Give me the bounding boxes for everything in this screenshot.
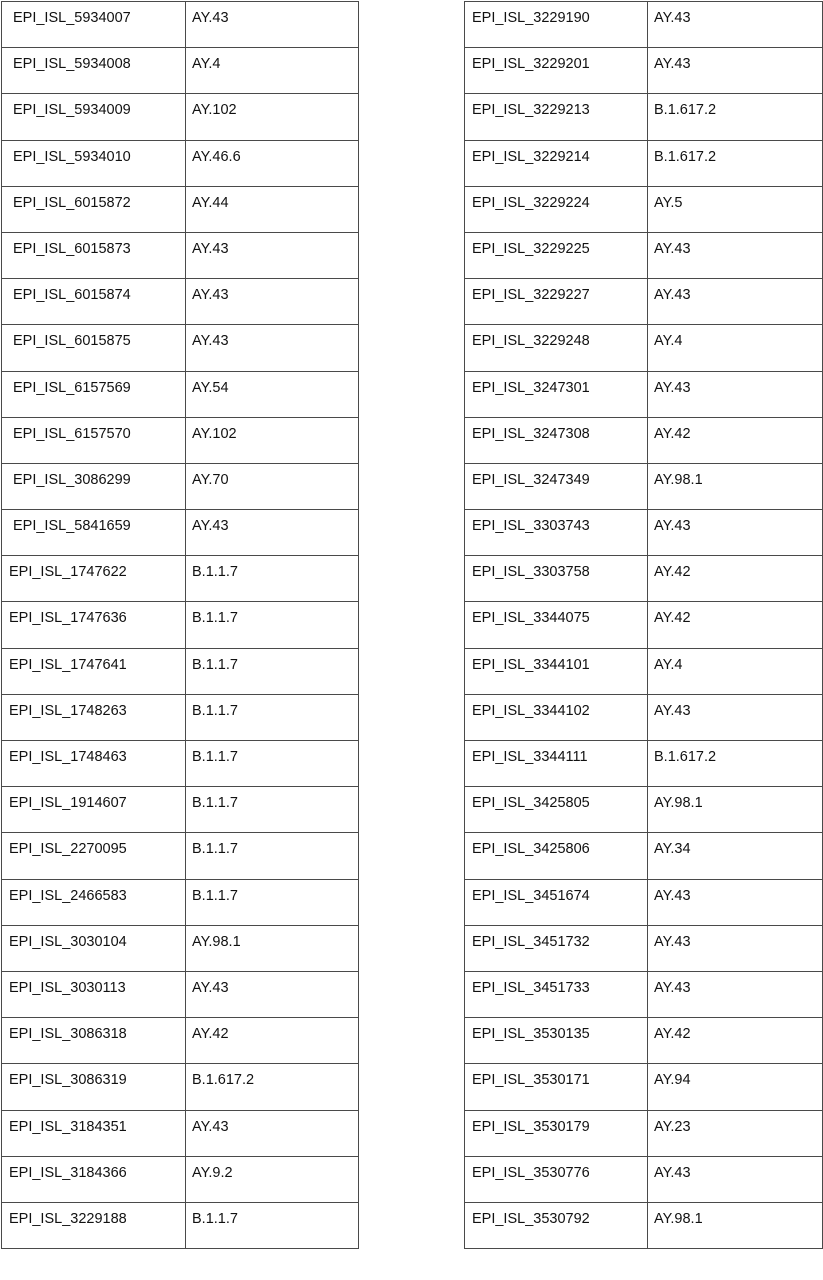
accession-cell	[465, 510, 648, 556]
left-table-row	[2, 648, 359, 694]
lineage-cell	[186, 694, 359, 740]
lineage-label: AY.5	[654, 194, 683, 211]
accession-cell	[2, 556, 186, 602]
lineage-cell	[648, 279, 823, 325]
accession-cell	[465, 602, 648, 648]
left-table-row	[2, 325, 359, 371]
accession-id: EPI_ISL_5934008	[13, 56, 131, 73]
lineage-label: AY.43	[192, 333, 229, 350]
lineage-cell	[648, 2, 823, 48]
accession-id: EPI_ISL_6157570	[13, 425, 131, 442]
right-table-row	[465, 1202, 823, 1248]
left-table-row	[2, 694, 359, 740]
accession-id: EPI_ISL_3530776	[472, 1164, 590, 1181]
accession-id: EPI_ISL_3344101	[472, 656, 590, 673]
lineage-cell	[186, 1156, 359, 1202]
lineage-cell	[648, 648, 823, 694]
lineage-label: AY.102	[192, 102, 237, 119]
right-table-row	[465, 833, 823, 879]
lineage-cell	[648, 741, 823, 787]
accession-cell	[465, 417, 648, 463]
lineage-cell	[648, 140, 823, 186]
lineage-cell	[648, 1110, 823, 1156]
lineage-label: AY.42	[654, 425, 691, 442]
lineage-cell	[186, 1110, 359, 1156]
lineage-cell	[648, 833, 823, 879]
lineage-label: AY.43	[192, 1118, 229, 1135]
accession-cell	[2, 371, 186, 417]
accession-id: EPI_ISL_3247308	[472, 425, 590, 442]
accession-id: EPI_ISL_3184366	[9, 1164, 127, 1181]
right-table-body	[465, 2, 823, 1249]
right-table-row	[465, 140, 823, 186]
lineage-label: AY.43	[654, 887, 691, 904]
lineage-label: AY.42	[654, 610, 691, 627]
left-table-row	[2, 971, 359, 1017]
accession-cell	[2, 417, 186, 463]
lineage-cell	[186, 140, 359, 186]
accession-cell	[465, 1156, 648, 1202]
lineage-cell	[186, 186, 359, 232]
accession-id: EPI_ISL_3344102	[472, 702, 590, 719]
lineage-label: AY.43	[654, 1164, 691, 1181]
accession-cell	[2, 833, 186, 879]
accession-id: EPI_ISL_1748263	[9, 702, 127, 719]
lineage-label: AY.4	[654, 333, 683, 350]
accession-cell	[465, 1202, 648, 1248]
lineage-label: B.1.617.2	[654, 102, 717, 119]
lineage-cell	[648, 694, 823, 740]
accession-cell	[465, 879, 648, 925]
lineage-cell	[186, 741, 359, 787]
left-table-row	[2, 879, 359, 925]
lineage-cell	[186, 510, 359, 556]
accession-id: EPI_ISL_3451733	[472, 979, 590, 996]
accession-id: EPI_ISL_2270095	[9, 841, 127, 858]
accession-id: EPI_ISL_3530171	[472, 1072, 590, 1089]
accession-cell	[465, 371, 648, 417]
left-table-row	[2, 48, 359, 94]
right-accession-table	[464, 1, 823, 1249]
right-table-row	[465, 602, 823, 648]
accession-id: EPI_ISL_3030113	[9, 979, 126, 996]
accession-id: EPI_ISL_6015874	[13, 287, 131, 304]
lineage-cell	[186, 325, 359, 371]
right-table-row	[465, 648, 823, 694]
accession-id: EPI_ISL_3425805	[472, 795, 590, 812]
left-table-row	[2, 232, 359, 278]
right-table-row	[465, 971, 823, 1017]
lineage-label: AY.43	[654, 287, 691, 304]
lineage-label: AY.98.1	[654, 471, 703, 488]
lineage-cell	[648, 325, 823, 371]
accession-cell	[2, 1064, 186, 1110]
left-table-row	[2, 140, 359, 186]
accession-id: EPI_ISL_1747622	[9, 564, 127, 581]
accession-cell	[465, 648, 648, 694]
right-table-row	[465, 925, 823, 971]
lineage-label: AY.43	[654, 240, 691, 257]
accession-cell	[465, 140, 648, 186]
right-table-row	[465, 1064, 823, 1110]
accession-id: EPI_ISL_5934009	[13, 102, 131, 119]
accession-cell	[465, 2, 648, 48]
lineage-cell	[186, 787, 359, 833]
lineage-label: AY.43	[192, 287, 229, 304]
lineage-cell	[186, 1018, 359, 1064]
lineage-label: AY.43	[192, 10, 229, 26]
lineage-cell	[648, 186, 823, 232]
lineage-cell	[648, 556, 823, 602]
accession-cell	[2, 48, 186, 94]
accession-id: EPI_ISL_3229224	[472, 194, 590, 211]
accession-id: EPI_ISL_3229225	[472, 240, 590, 257]
lineage-cell	[186, 971, 359, 1017]
lineage-cell	[186, 279, 359, 325]
accession-cell	[2, 232, 186, 278]
lineage-cell	[186, 1202, 359, 1248]
lineage-label: B.1.1.7	[192, 702, 238, 719]
accession-cell	[2, 186, 186, 232]
lineage-cell	[648, 925, 823, 971]
accession-id: EPI_ISL_3086318	[9, 1026, 127, 1043]
lineage-label: AY.102	[192, 425, 237, 442]
accession-cell	[2, 463, 186, 509]
lineage-cell	[648, 371, 823, 417]
lineage-cell	[648, 463, 823, 509]
accession-cell	[465, 1110, 648, 1156]
accession-cell	[2, 879, 186, 925]
lineage-cell	[186, 417, 359, 463]
lineage-label: AY.42	[654, 1026, 691, 1043]
right-table-row	[465, 417, 823, 463]
accession-id: EPI_ISL_3247349	[472, 471, 590, 488]
accession-cell	[2, 2, 186, 48]
accession-id: EPI_ISL_3030104	[9, 933, 127, 950]
lineage-cell	[648, 1064, 823, 1110]
lineage-label: AY.98.1	[654, 795, 703, 812]
lineage-cell	[186, 925, 359, 971]
lineage-cell	[186, 2, 359, 48]
lineage-label: B.1.617.2	[192, 1072, 255, 1089]
lineage-cell	[648, 510, 823, 556]
accession-cell	[2, 787, 186, 833]
lineage-label: B.1.1.7	[192, 749, 238, 765]
lineage-label: AY.70	[192, 471, 229, 488]
lineage-label: B.1.1.7	[192, 610, 238, 627]
lineage-cell	[648, 417, 823, 463]
left-table-row	[2, 602, 359, 648]
lineage-cell	[648, 94, 823, 140]
accession-cell	[465, 971, 648, 1017]
accession-cell	[2, 741, 186, 787]
lineage-label: AY.4	[654, 656, 683, 673]
accession-id: EPI_ISL_3530179	[472, 1118, 590, 1135]
right-table-row	[465, 371, 823, 417]
left-table-row	[2, 417, 359, 463]
accession-id: EPI_ISL_5934007	[13, 10, 131, 26]
left-table-row	[2, 741, 359, 787]
lineage-label: AY.98.1	[192, 933, 241, 950]
lineage-label: AY.43	[654, 979, 691, 996]
accession-cell	[465, 186, 648, 232]
accession-id: EPI_ISL_3303743	[472, 518, 590, 535]
left-table-row	[2, 1110, 359, 1156]
left-table-row	[2, 787, 359, 833]
accession-cell	[465, 787, 648, 833]
accession-id: EPI_ISL_3086299	[13, 471, 131, 488]
accession-cell	[2, 1018, 186, 1064]
lineage-label: B.1.617.2	[654, 749, 717, 765]
right-table-row	[465, 48, 823, 94]
lineage-cell	[648, 602, 823, 648]
lineage-label: AY.98.1	[654, 1210, 703, 1227]
lineage-cell	[186, 463, 359, 509]
lineage-label: AY.43	[654, 10, 691, 26]
lineage-cell	[648, 48, 823, 94]
left-table-row	[2, 279, 359, 325]
accession-cell	[2, 510, 186, 556]
lineage-label: B.1.1.7	[192, 841, 238, 858]
accession-id: EPI_ISL_3229201	[472, 56, 590, 73]
lineage-cell	[186, 371, 359, 417]
accession-id: EPI_ISL_3247301	[472, 379, 590, 396]
accession-cell	[465, 232, 648, 278]
accession-cell	[2, 1110, 186, 1156]
left-table-row	[2, 186, 359, 232]
accession-id: EPI_ISL_3184351	[9, 1118, 127, 1135]
accession-id: EPI_ISL_3530135	[472, 1026, 590, 1043]
accession-id: EPI_ISL_3229213	[472, 102, 590, 119]
accession-id: EPI_ISL_1748463	[9, 749, 127, 765]
lineage-label: AY.9.2	[192, 1164, 233, 1181]
lineage-label: AY.43	[192, 518, 229, 535]
right-table-row	[465, 556, 823, 602]
accession-id: EPI_ISL_3530792	[472, 1210, 590, 1227]
accession-id: EPI_ISL_6015875	[13, 333, 131, 350]
lineage-label: B.1.1.7	[192, 795, 238, 812]
accession-id: EPI_ISL_3451674	[472, 887, 590, 904]
accession-cell	[2, 325, 186, 371]
lineage-cell	[186, 556, 359, 602]
left-table-row	[2, 463, 359, 509]
lineage-label: B.1.1.7	[192, 887, 238, 904]
lineage-label: AY.43	[654, 56, 691, 73]
right-table-row	[465, 94, 823, 140]
accession-id: EPI_ISL_6015872	[13, 194, 131, 211]
lineage-cell	[186, 48, 359, 94]
accession-cell	[465, 94, 648, 140]
right-table-row	[465, 1018, 823, 1064]
right-table-row	[465, 694, 823, 740]
accession-cell	[2, 694, 186, 740]
accession-id: EPI_ISL_3425806	[472, 841, 590, 858]
lineage-label: AY.43	[654, 518, 691, 535]
accession-cell	[465, 833, 648, 879]
accession-cell	[465, 556, 648, 602]
accession-cell	[2, 140, 186, 186]
accession-cell	[465, 325, 648, 371]
left-table-body	[2, 2, 359, 1249]
lineage-label: AY.23	[654, 1118, 691, 1135]
lineage-label: AY.44	[192, 194, 229, 211]
accession-id: EPI_ISL_3229248	[472, 333, 590, 350]
left-table-row	[2, 510, 359, 556]
left-accession-table	[1, 1, 359, 1249]
accession-cell	[465, 741, 648, 787]
accession-id: EPI_ISL_3229190	[472, 10, 590, 26]
accession-cell	[465, 48, 648, 94]
right-table-row	[465, 325, 823, 371]
accession-cell	[465, 1064, 648, 1110]
accession-id: EPI_ISL_3344111	[472, 749, 588, 765]
left-table-row	[2, 371, 359, 417]
accession-id: EPI_ISL_3229214	[472, 148, 590, 165]
lineage-cell	[648, 787, 823, 833]
lineage-cell	[648, 1202, 823, 1248]
accession-id: EPI_ISL_6157569	[13, 379, 131, 396]
accession-id: EPI_ISL_3086319	[9, 1072, 127, 1089]
accession-cell	[2, 648, 186, 694]
left-table-row	[2, 925, 359, 971]
accession-id: EPI_ISL_5934010	[13, 148, 131, 165]
lineage-label: B.1.617.2	[654, 148, 717, 165]
accession-cell	[465, 694, 648, 740]
lineage-cell	[186, 833, 359, 879]
accession-cell	[2, 279, 186, 325]
right-table-row	[465, 279, 823, 325]
lineage-cell	[648, 1018, 823, 1064]
accession-id: EPI_ISL_1747636	[9, 610, 127, 627]
accession-cell	[2, 602, 186, 648]
lineage-label: AY.54	[192, 379, 229, 396]
right-table-row	[465, 787, 823, 833]
accession-id: EPI_ISL_3229227	[472, 287, 590, 304]
accession-cell	[465, 279, 648, 325]
lineage-cell	[186, 602, 359, 648]
lineage-label: B.1.1.7	[192, 564, 238, 581]
lineage-label: AY.43	[192, 979, 229, 996]
right-table-row	[465, 741, 823, 787]
lineage-label: AY.43	[192, 240, 229, 257]
lineage-label: AY.43	[654, 379, 691, 396]
left-table-row	[2, 1018, 359, 1064]
lineage-cell	[648, 971, 823, 1017]
accession-id: EPI_ISL_5841659	[13, 518, 131, 535]
right-table-row	[465, 186, 823, 232]
accession-id: EPI_ISL_1747641	[9, 656, 127, 673]
lineage-cell	[648, 1156, 823, 1202]
lineage-cell	[648, 232, 823, 278]
accession-id: EPI_ISL_3451732	[472, 933, 590, 950]
lineage-label: AY.43	[654, 933, 691, 950]
accession-id: EPI_ISL_1914607	[9, 795, 127, 812]
lineage-label: AY.94	[654, 1072, 691, 1089]
lineage-cell	[186, 648, 359, 694]
right-table-row	[465, 1156, 823, 1202]
lineage-cell	[186, 232, 359, 278]
lineage-label: AY.4	[192, 56, 221, 73]
lineage-cell	[186, 94, 359, 140]
left-table-row	[2, 1064, 359, 1110]
accession-cell	[465, 463, 648, 509]
right-table-row	[465, 879, 823, 925]
lineage-label: AY.43	[654, 702, 691, 719]
accession-cell	[2, 1156, 186, 1202]
accession-cell	[465, 925, 648, 971]
accession-id: EPI_ISL_3303758	[472, 564, 590, 581]
right-table-row	[465, 1110, 823, 1156]
lineage-label: AY.46.6	[192, 148, 241, 165]
lineage-cell	[648, 879, 823, 925]
accession-cell	[2, 971, 186, 1017]
left-table-row	[2, 1156, 359, 1202]
left-table-row	[2, 833, 359, 879]
lineage-cell	[186, 1064, 359, 1110]
left-table-row	[2, 556, 359, 602]
right-table-row	[465, 232, 823, 278]
accession-cell	[2, 94, 186, 140]
left-table-row	[2, 94, 359, 140]
lineage-label: B.1.1.7	[192, 1210, 238, 1227]
accession-id: EPI_ISL_2466583	[9, 887, 127, 904]
right-table-row	[465, 2, 823, 48]
accession-cell	[465, 1018, 648, 1064]
lineage-label: AY.42	[192, 1026, 229, 1043]
left-table-row	[2, 2, 359, 48]
lineage-label: AY.42	[654, 564, 691, 581]
accession-id: EPI_ISL_3229188	[9, 1210, 127, 1227]
accession-cell	[2, 1202, 186, 1248]
accession-id: EPI_ISL_3344075	[472, 610, 590, 627]
lineage-cell	[186, 879, 359, 925]
accession-id: EPI_ISL_6015873	[13, 240, 131, 257]
right-table-row	[465, 510, 823, 556]
right-table-row	[465, 463, 823, 509]
lineage-label: B.1.1.7	[192, 656, 238, 673]
left-table-row	[2, 1202, 359, 1248]
accession-cell	[2, 925, 186, 971]
lineage-label: AY.34	[654, 841, 691, 858]
